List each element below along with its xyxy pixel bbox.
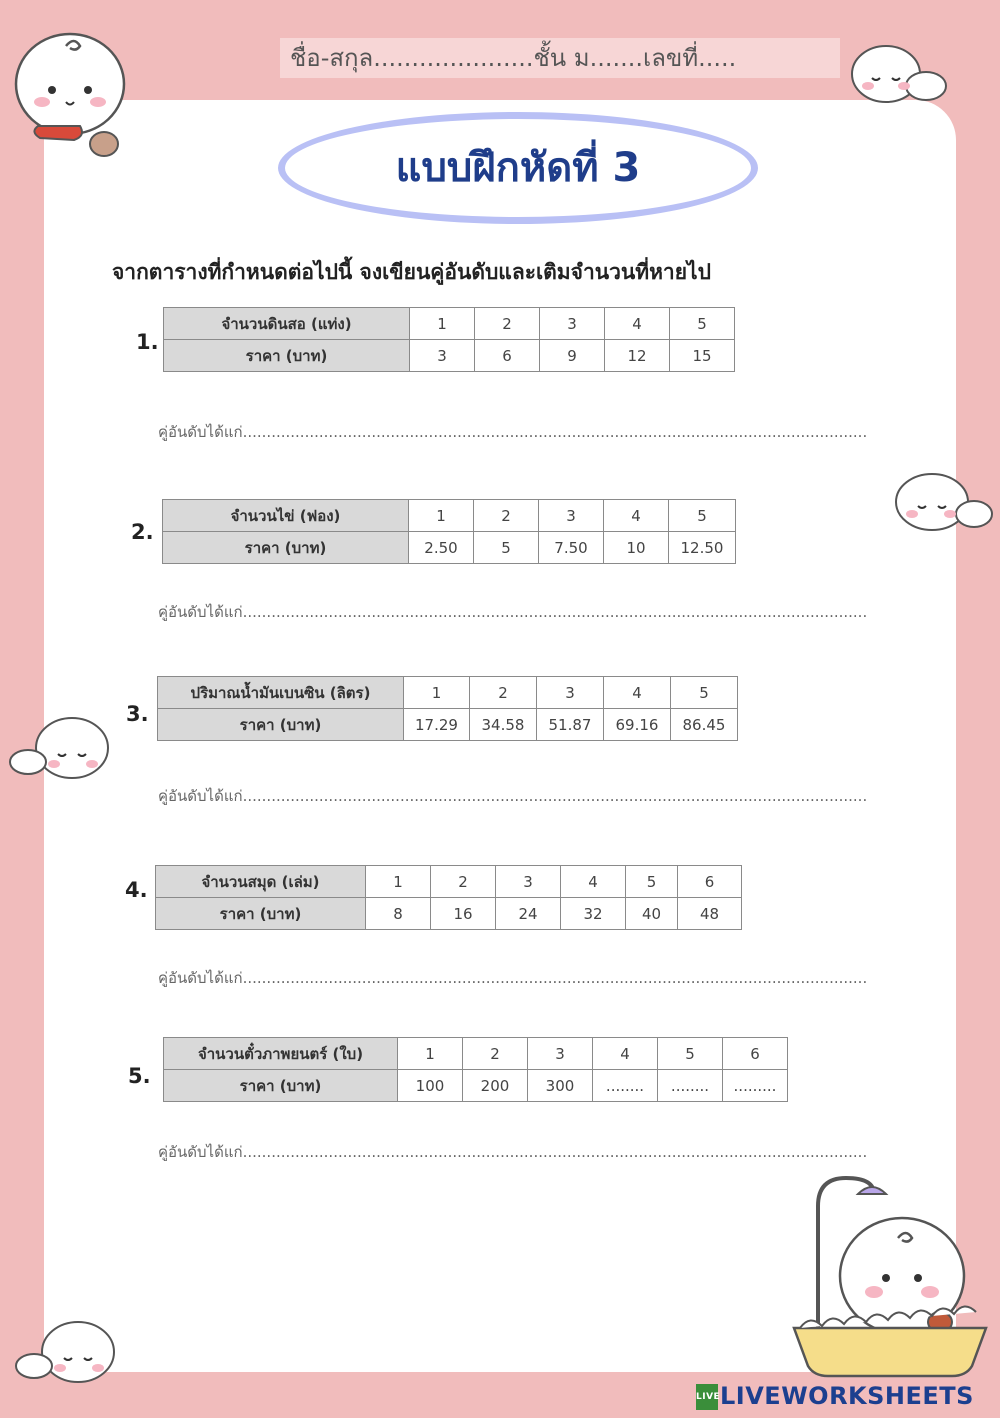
brand-name: LIVEWORKSHEETS (720, 1382, 974, 1410)
sheep-sticker-left (6, 714, 114, 784)
table-row (156, 866, 742, 898)
table-cell: 1 (410, 308, 475, 340)
table-cell: 12.50 (669, 532, 736, 564)
table-cell: 3 (410, 340, 475, 372)
student-name-line: ชื่อ-สกุล.....................ชั้น ม.......เลขที่..... (280, 38, 840, 78)
table-cell: 4 (593, 1038, 658, 1070)
table-cell: 48 (678, 898, 742, 930)
answer-field-3[interactable]: คู่อันดับได้แก่................................................................................................................................... (158, 787, 868, 805)
table-cell: 1 (366, 866, 431, 898)
table-row (164, 1038, 788, 1070)
table-cell: 2 (474, 500, 539, 532)
row-label: ราคา (บาท) (164, 340, 410, 372)
table-row (156, 898, 742, 930)
table-cell: 8 (366, 898, 431, 930)
live-badge-icon: LIVE (696, 1384, 718, 1410)
table-cell: 5 (671, 677, 738, 709)
answer-field-4[interactable]: คู่อันดับได้แก่................................................................................................................................... (158, 969, 868, 987)
instruction-text: จากตารางที่กำหนดต่อไปนี้ จงเขียนคู่อันดับและเติมจำนวนที่หายไป (112, 260, 711, 284)
table-cell: 3 (496, 866, 561, 898)
table-row (164, 308, 735, 340)
sheep-sticker-top-left (8, 22, 132, 162)
data-table-5 (163, 1037, 788, 1102)
row-label: ราคา (บาท) (163, 532, 409, 564)
table-cell: 32 (561, 898, 626, 930)
row-label: จำนวนตั๋วภาพยนตร์ (ใบ) (164, 1038, 398, 1070)
table-cell: 300 (528, 1070, 593, 1102)
answer-blank-cell[interactable]: ......... (723, 1070, 788, 1102)
table-cell: 17.29 (404, 709, 470, 741)
row-label: จำนวนสมุด (เล่ม) (156, 866, 366, 898)
table-cell: 3 (528, 1038, 593, 1070)
answer-blank-cell[interactable]: ........ (658, 1070, 723, 1102)
table-cell: 5 (626, 866, 678, 898)
row-label: ราคา (บาท) (158, 709, 404, 741)
table-cell: 16 (431, 898, 496, 930)
table-cell: 6 (723, 1038, 788, 1070)
table-cell: 3 (540, 308, 605, 340)
table-cell: 69.16 (604, 709, 671, 741)
table-cell: 7.50 (539, 532, 604, 564)
table-cell: 34.58 (470, 709, 537, 741)
table-cell: 4 (605, 308, 670, 340)
table-cell: 2.50 (409, 532, 474, 564)
data-table-4 (155, 865, 742, 930)
table-cell: 1 (398, 1038, 463, 1070)
table-cell: 1 (404, 677, 470, 709)
table-cell: 5 (474, 532, 539, 564)
table-cell: 15 (670, 340, 735, 372)
page-title: แบบฝึกหัดที่ 3 (395, 145, 641, 191)
row-label: ราคา (บาท) (164, 1070, 398, 1102)
table-cell: 3 (537, 677, 604, 709)
question-number: 5. (128, 1064, 151, 1088)
data-table-2 (162, 499, 736, 564)
table-cell: 6 (475, 340, 540, 372)
sheep-sticker-bottom-left (12, 1316, 120, 1388)
table-cell: 4 (604, 677, 671, 709)
table-row (158, 677, 738, 709)
table-cell: 40 (626, 898, 678, 930)
row-label: จำนวนดินสอ (แท่ง) (164, 308, 410, 340)
answer-field-2[interactable]: คู่อันดับได้แก่................................................................................................................................... (158, 603, 868, 621)
table-cell: 5 (658, 1038, 723, 1070)
table-cell: 5 (669, 500, 736, 532)
data-table-1 (163, 307, 735, 372)
table-cell: 4 (604, 500, 669, 532)
row-label: ราคา (บาท) (156, 898, 366, 930)
table-cell: 1 (409, 500, 474, 532)
table-cell: 100 (398, 1070, 463, 1102)
question-number: 4. (125, 878, 148, 902)
answer-field-5[interactable]: คู่อันดับได้แก่................................................................................................................................... (158, 1143, 868, 1161)
sheep-sticker-top-right (846, 40, 950, 106)
sheep-bathtub-sticker (790, 1166, 990, 1380)
table-cell: 2 (431, 866, 496, 898)
table-cell: 5 (670, 308, 735, 340)
table-cell: 9 (540, 340, 605, 372)
table-cell: 3 (539, 500, 604, 532)
table-cell: 51.87 (537, 709, 604, 741)
table-cell: 2 (470, 677, 537, 709)
table-cell: 86.45 (671, 709, 738, 741)
row-label: ปริมาณน้ำมันเบนซิน (ลิตร) (158, 677, 404, 709)
table-row (158, 709, 738, 741)
table-cell: 10 (604, 532, 669, 564)
table-cell: 200 (463, 1070, 528, 1102)
table-row (164, 1070, 788, 1102)
question-number: 1. (136, 330, 159, 354)
table-cell: 6 (678, 866, 742, 898)
sheep-sticker-right (890, 470, 996, 534)
table-cell: 2 (463, 1038, 528, 1070)
table-cell: 2 (475, 308, 540, 340)
table-cell: 24 (496, 898, 561, 930)
answer-blank-cell[interactable]: ........ (593, 1070, 658, 1102)
liveworksheets-logo (696, 1382, 974, 1410)
table-row (163, 532, 736, 564)
table-row (164, 340, 735, 372)
table-row (163, 500, 736, 532)
answer-field-1[interactable]: คู่อันดับได้แก่................................................................................................................................... (158, 423, 868, 441)
question-number: 3. (126, 702, 149, 726)
row-label: จำนวนไข่ (ฟอง) (163, 500, 409, 532)
table-cell: 4 (561, 866, 626, 898)
table-cell: 12 (605, 340, 670, 372)
question-number: 2. (131, 520, 154, 544)
data-table-3 (157, 676, 738, 741)
